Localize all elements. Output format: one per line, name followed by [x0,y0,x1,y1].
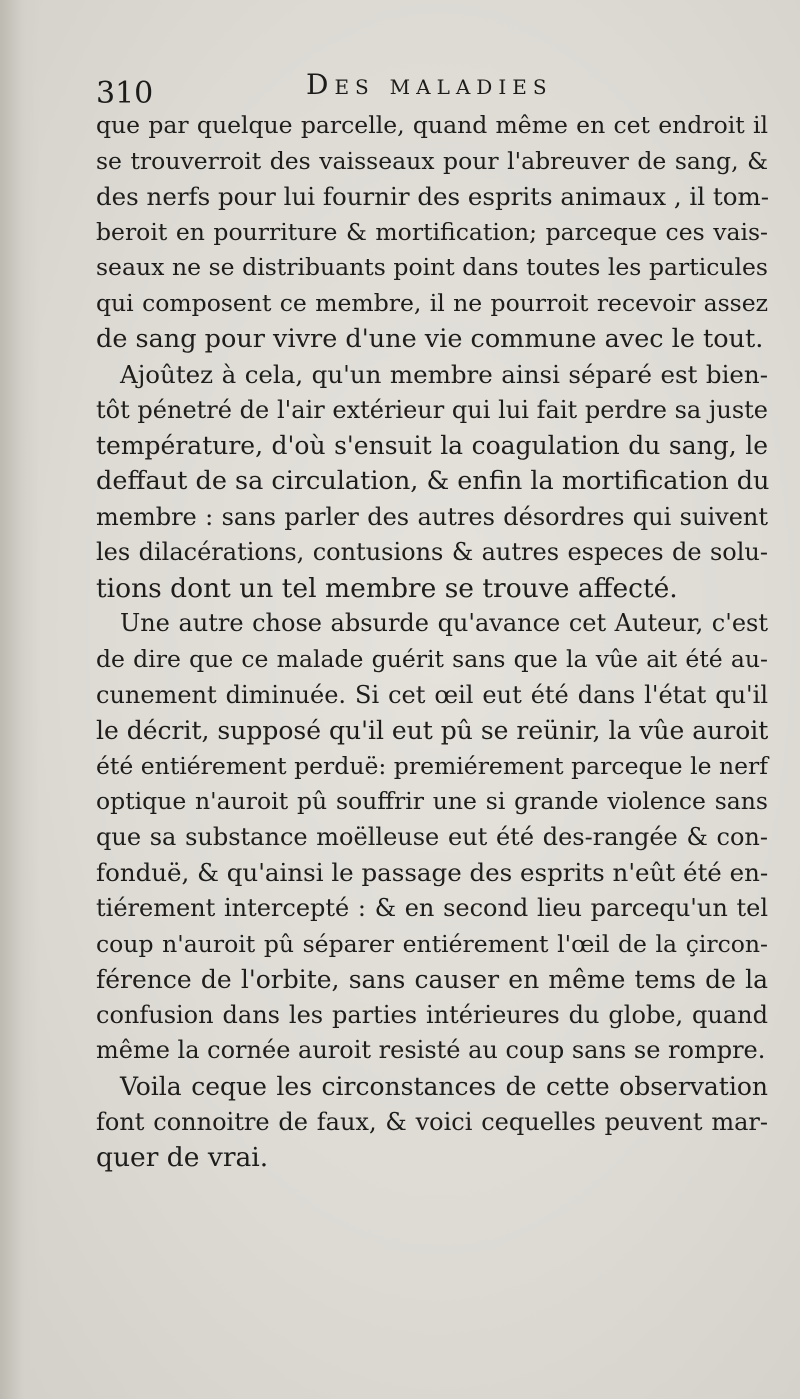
text-line: quer de vrai. [96,1142,269,1174]
text-line: seaux ne se distribuants point dans toutes les particules [96,253,768,282]
page-header [96,62,776,111]
text-line: des nerfs pour lui fournir des esprits animaux , il tom- [96,182,769,212]
text-line: tiérement intercepté : & en second lieu parcequ'un tel [96,894,768,923]
page-number: 310 [96,76,154,111]
text-line: font connoitre de faux, & voici cequelles peuvent mar- [96,1107,768,1136]
gutter-shadow [0,0,40,1399]
text-line: de dire que ce malade guérit sans que la vûe ait été au- [96,644,768,673]
text-line: Voila ceque les circonstances de cette observation [120,1072,768,1102]
text-line: férence de l'orbite, sans causer en même tems de la [96,965,768,995]
text-line: Ajoûtez à cela, qu'un membre ainsi séparé est bien- [120,360,768,390]
text-line: de sang pour vivre d'une vie commune avec le tout. [96,323,764,354]
running-title: Des maladies [306,68,553,101]
text-line: membre : sans parler des autres désordres qui suivent [96,502,768,531]
text-line: été entiérement perduë: premiérement parceque le nerf [96,751,768,780]
text-line: tions dont un tel membre se trouve affecté. [96,572,678,604]
text-line: même la cornée auroit resisté au coup sans se rompre. [96,1036,766,1065]
text-line: Une autre chose absurde qu'avance cet Auteur, c'est [120,609,768,638]
text-line: beroit en pourriture & mortification; parceque ces vais- [96,217,768,246]
text-line: que sa substance moëlleuse eut été des-rangée & con- [96,822,768,851]
text-line: fonduë, & qu'ainsi le passage des esprits n'eût été en- [96,858,769,888]
body-text [96,108,768,1176]
text-line: que par quelque parcelle, quand même en cet endroit il [96,111,768,139]
text-line: les dilacérations, contusions & autres especes de solu- [96,538,768,567]
text-line: confusion dans les parties intérieures du globe, quand [96,1000,768,1029]
text-line: coup n'auroit pû séparer entiérement l'œil de la çircon- [96,929,768,958]
text-line: tôt pénetré de l'air extérieur qui lui fait perdre sa juste [96,395,768,424]
text-line: deffaut de sa circulation, & enfin la mortification du [96,465,770,496]
text-line: qui composent ce membre, il ne pourroit recevoir assez [96,288,768,317]
text-line: optique n'auroit pû souffrir une si grande violence sans [96,787,768,816]
text-line: cunement diminuée. Si cet œil eut été dans l'état qu'il [96,680,768,709]
text-line: température, d'où s'ensuit la coagulation du sang, le [96,431,768,461]
text-line: le décrit, supposé qu'il eut pû se reünir, la vûe auroit [96,716,769,746]
text-line: se trouverroit des vaisseaux pour l'abreuver de sang, & [96,146,768,175]
